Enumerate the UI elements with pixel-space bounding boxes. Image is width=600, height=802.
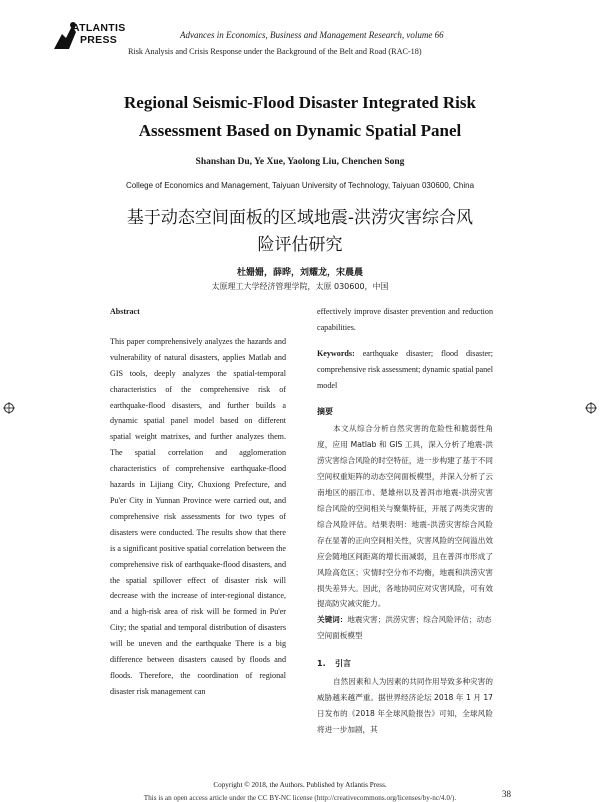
keywords-text: earthquake disaster; flood disaster; comprehensive risk assessment; dynamic spatial panel model [317,348,493,390]
chinese-abstract-body: 本文从综合分析自然灾害的危险性和脆弱性角度，应用 Matlab 和 GIS 工具，深入分析了地震-洪涝灾害综合风险的时空特征，进一步构建了基于不同空间权重矩阵的动态空间面板模型，并深入分析了云南地区的丽江市、楚雄州以及普洱市地震-洪涝灾害综合风险的空间相关与聚集特征，开展了两类灾害的综合风险评估。结果表明：地震-洪涝灾害综合风险存在显著的正向空间相关性，灾害风险的空间溢出效应会随地区间距离的增长而减弱，且在普洱市形成了风险高危区；灾情时空分布不均衡，地震和洪涝灾害损失差异大。因此，各地协同应对灾害风险，可有效提高防灾减灾能力。 [317,424,493,609]
right-column [317,304,493,738]
copyright-notice: Copyright © 2018, the Authors. Published by Atlantis Press. [213,781,387,789]
abstract-continuation: effectively improve disaster prevention and reduction capabilities. [317,307,493,332]
chinese-keywords-text: 地震灾害；洪涝灾害；综合风险评估；动态空间面板模型 [317,615,492,641]
chinese-title-line1: 基于动态空间面板的区域地震-洪涝灾害综合风 [126,208,474,228]
chinese-authors: 杜姗姗，薛晔，刘耀龙，宋晨晨 [236,268,363,278]
paper-title-line1: Regional Seismic-Flood Disaster Integrated Risk [124,93,476,112]
chinese-title [0,205,600,259]
keywords-label: Keywords: [317,348,355,358]
logo-text-line1: ATLANTIS [72,22,126,34]
paper-affiliation: College of Economics and Management, Taiyuan University of Technology, Taiyuan 030600, China [125,181,475,190]
chinese-keywords [317,612,493,644]
paper-title-line2: Assessment Based on Dynamic Spatial Panel [138,121,462,140]
abstract-heading: Abstract [110,307,140,316]
chinese-keywords-label: 关键词： [317,615,348,625]
chinese-abstract-heading: 摘要 [317,406,333,416]
logo-text-line2: PRESS [80,34,118,46]
left-column [110,304,286,700]
paper-authors: Shanshan Du, Ye Xue, Yaolong Liu, Chenchen Song [195,157,405,167]
abstract-body: This paper comprehensively analyzes the hazards and vulnerability of natural disasters, applies Matlab and GIS tools, deeply analyzes the spatial-temporal characteristics of the comprehensive risk of earthquake-flood disasters, and further builds a dynamic spatial panel model based on different spatial weight matrixes, and further analyzes them. The spatial correlation and agglomeration characteristics of comprehensive earthquake-flood hazards in Lijiang City, Chuxiong Prefecture, and Pu'er City in Yunnan Province were carried out, and comprehensive risk assessments for two types of disasters were conducted. The results show that there is a significant positive spatial correlation between the comprehensive risk of earthquake-flood disasters, and the spatial spillover effect of disaster risk will decrease with the increase of inter-regional distance, and a high-risk area of risk will be formed in Pu'er City; the spatial and temporal distribution of disasters will be uneven and the earthquake There is a big difference between disasters caused by floods and floods. Therefore, the coordination of regional disaster risk management can [110,336,286,696]
keywords [317,346,493,394]
chinese-title-line2: 险评估研究 [257,235,343,255]
section-title: 引言 [335,659,351,669]
publisher-logo-text [72,22,126,46]
registration-mark-icon [585,402,597,414]
chinese-affiliation: 太原理工大学经济管理学院，太原 030600，中国 [211,282,389,291]
license-notice: This is an open access article under the CC BY-NC license (http://creativecommons.org/licenses/by-nc/4.0/). [143,794,457,802]
conference-title: Risk Analysis and Crisis Response under the Background of the Belt and Road (RAC-18) [128,47,422,56]
section-number: 1. [317,659,326,669]
paper-title [0,89,600,145]
registration-mark-icon [3,402,15,414]
page-number: 38 [502,789,511,799]
section-heading-introduction [317,656,493,672]
introduction-body: 自然因素和人为因素的共同作用导致多种灾害的威胁越来越严重。据世界经济论坛 2018 年 1 月 17 日发布的《2018 年全球风险报告》可知，全球风险将进一步加剧，其 [317,677,493,734]
journal-title: Advances in Economics, Business and Management Research, volume 66 [180,30,444,40]
